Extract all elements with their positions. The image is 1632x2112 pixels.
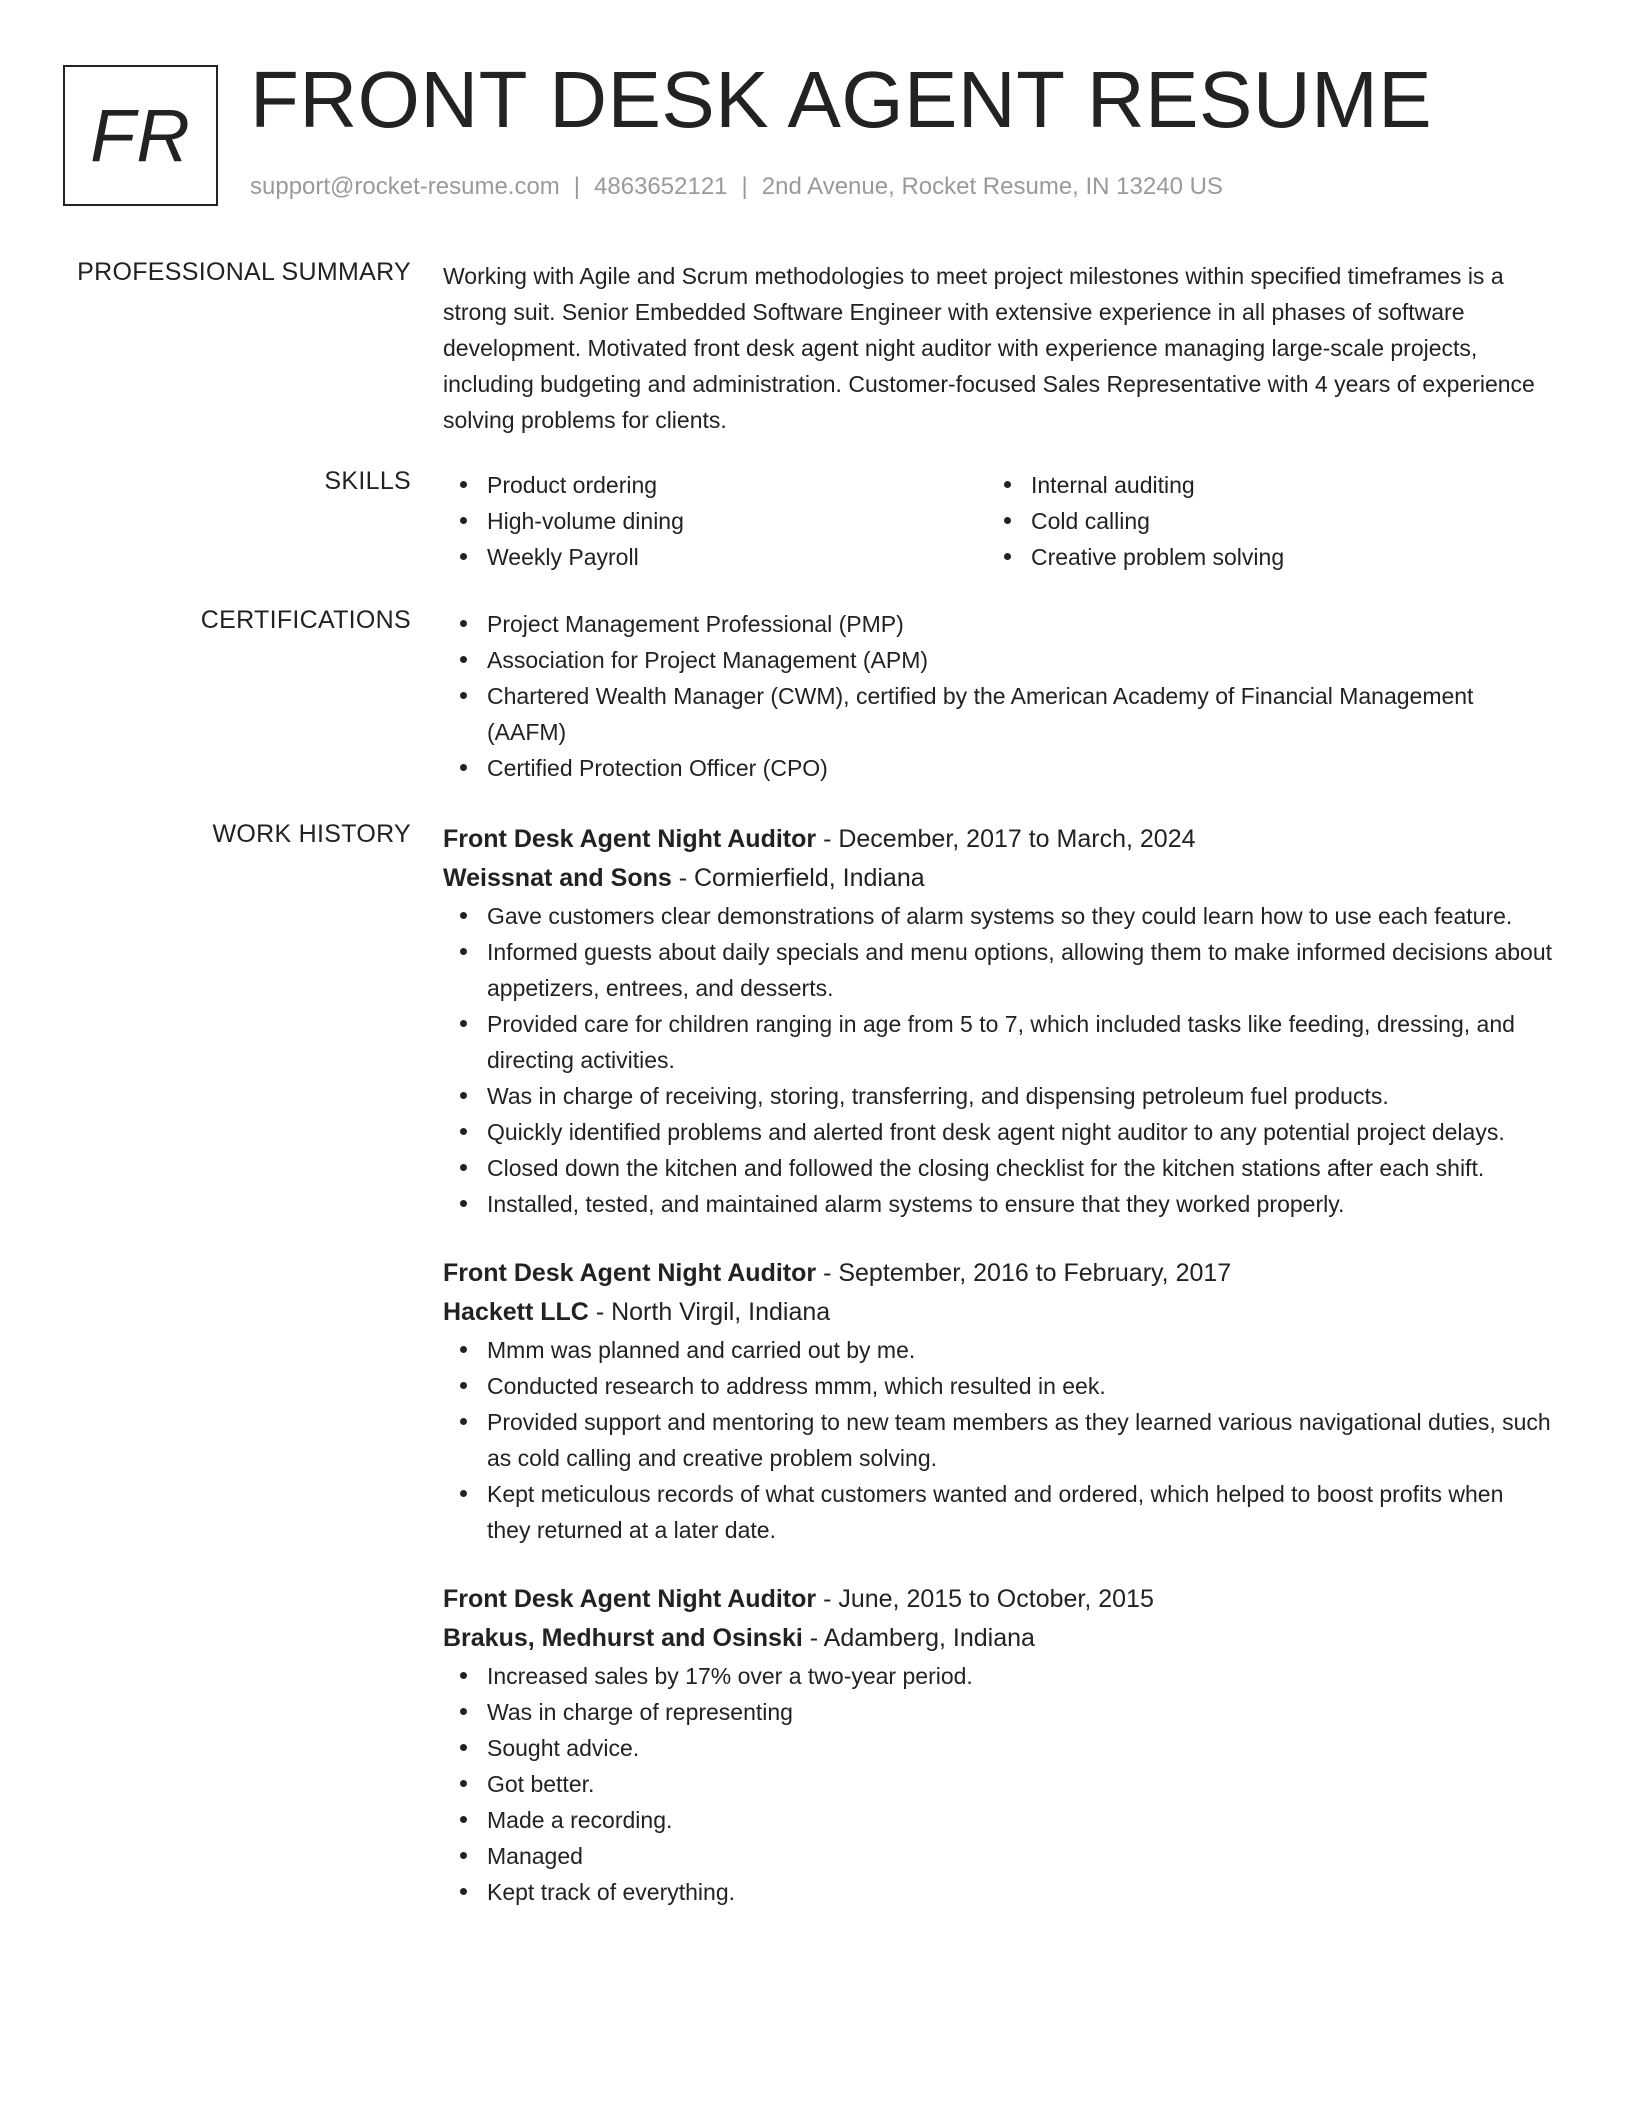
job-bullet: Sought advice. [443, 1730, 1553, 1766]
job-bullet: Made a recording. [443, 1802, 1553, 1838]
certification-item: Project Management Professional (PMP) [443, 606, 1553, 642]
job-bullet: Got better. [443, 1766, 1553, 1802]
skills-list-left [443, 467, 987, 575]
job-entry [443, 1580, 1553, 1910]
job-company-line [443, 859, 1553, 898]
job-entry [443, 1254, 1553, 1548]
certification-item: Association for Project Management (APM) [443, 642, 1553, 678]
skill-item: Internal auditing [987, 467, 1531, 503]
job-title-line [443, 1254, 1553, 1293]
job-dates: - June, 2015 to October, 2015 [816, 1585, 1154, 1613]
skill-item: Product ordering [443, 467, 987, 503]
job-entry [443, 820, 1553, 1222]
job-bullets [443, 898, 1553, 1222]
skill-item: High-volume dining [443, 503, 987, 539]
job-title-line [443, 1580, 1553, 1619]
section-heading-work-history: WORK HISTORY [212, 820, 411, 848]
section-heading-certifications: CERTIFICATIONS [200, 606, 411, 634]
job-bullets [443, 1332, 1553, 1548]
job-company: Hackett LLC [443, 1298, 589, 1326]
job-dates: - September, 2016 to February, 2017 [816, 1259, 1232, 1287]
summary-body [443, 258, 1553, 438]
work-history-body [443, 820, 1553, 1910]
certification-item: Chartered Wealth Manager (CWM), certified by the American Academy of Financial Management (AAFM) [443, 678, 1553, 750]
job-bullet: Informed guests about daily specials and menu options, allowing them to make informed decisions about appetizers, entrees, and desserts. [443, 934, 1553, 1006]
skills-list-right [987, 467, 1531, 575]
job-location: - North Virgil, Indiana [588, 1298, 831, 1326]
skills-grid [443, 467, 1553, 575]
monogram-badge [63, 65, 218, 206]
skill-item: Weekly Payroll [443, 539, 987, 575]
job-bullet: Managed [443, 1838, 1553, 1874]
section-heading-summary: PROFESSIONAL SUMMARY [77, 258, 411, 286]
job-company-line [443, 1619, 1553, 1658]
job-bullet: Provided support and mentoring to new team members as they learned various navigational duties, such as cold calling and creative problem solving. [443, 1404, 1553, 1476]
job-bullet: Provided care for children ranging in age from 5 to 7, which included tasks like feeding, dressing, and directing activities. [443, 1006, 1553, 1078]
job-company-line [443, 1293, 1553, 1332]
job-title-line [443, 820, 1553, 859]
job-title: Front Desk Agent Night Auditor [443, 1259, 817, 1287]
job-bullet: Closed down the kitchen and followed the closing checklist for the kitchen stations after each shift. [443, 1150, 1553, 1186]
job-company: Weissnat and Sons [443, 864, 672, 892]
job-title: Front Desk Agent Night Auditor [443, 1585, 817, 1613]
monogram-initials: FR [90, 94, 191, 177]
contact-line [250, 173, 1223, 201]
job-bullet: Was in charge of representing [443, 1694, 1553, 1730]
job-dates: - December, 2017 to March, 2024 [816, 825, 1196, 853]
contact-separator: | [573, 173, 581, 200]
certifications-list [443, 606, 1553, 786]
skill-item: Creative problem solving [987, 539, 1531, 575]
contact-address: 2nd Avenue, Rocket Resume, IN 13240 US [761, 173, 1223, 200]
job-location: - Cormierfield, Indiana [671, 864, 925, 892]
job-location: - Adamberg, Indiana [802, 1624, 1035, 1652]
contact-email[interactable]: support@rocket-resume.com [250, 173, 560, 200]
job-bullet: Mmm was planned and carried out by me. [443, 1332, 1553, 1368]
job-bullet: Was in charge of receiving, storing, transferring, and dispensing petroleum fuel products. [443, 1078, 1553, 1114]
contact-phone[interactable]: 4863652121 [594, 173, 728, 200]
summary-text: Working with Agile and Scrum methodologies to meet project milestones within specified timeframes is a strong suit. Senior Embedded Software Engineer with extensive experience in all phases of software development. Motivated front desk agent night auditor with experience managing large-scale projects, including budgeting and administration. Customer-focused Sales Representative with 4 years of experience solving problems for clients. [443, 263, 1535, 433]
job-bullet: Conducted research to address mmm, which resulted in eek. [443, 1368, 1553, 1404]
certification-item: Certified Protection Officer (CPO) [443, 750, 1553, 786]
job-company: Brakus, Medhurst and Osinski [443, 1624, 803, 1652]
job-bullet: Quickly identified problems and alerted front desk agent night auditor to any potential project delays. [443, 1114, 1553, 1150]
contact-separator: | [741, 173, 748, 200]
certifications-body [443, 606, 1553, 786]
section-heading-skills: SKILLS [324, 467, 411, 495]
job-bullet: Increased sales by 17% over a two-year period. [443, 1658, 1553, 1694]
job-bullet: Gave customers clear demonstrations of alarm systems so they could learn how to use each feature. [443, 898, 1553, 934]
job-bullets [443, 1658, 1553, 1910]
job-bullet: Installed, tested, and maintained alarm systems to ensure that they worked properly. [443, 1186, 1553, 1222]
job-bullet: Kept track of everything. [443, 1874, 1553, 1910]
job-bullet: Kept meticulous records of what customers wanted and ordered, which helped to boost profits when they returned at a later date. [443, 1476, 1553, 1548]
resume-title: FRONT DESK AGENT RESUME [250, 55, 1433, 144]
job-title: Front Desk Agent Night Auditor [443, 825, 817, 853]
skill-item: Cold calling [987, 503, 1531, 539]
